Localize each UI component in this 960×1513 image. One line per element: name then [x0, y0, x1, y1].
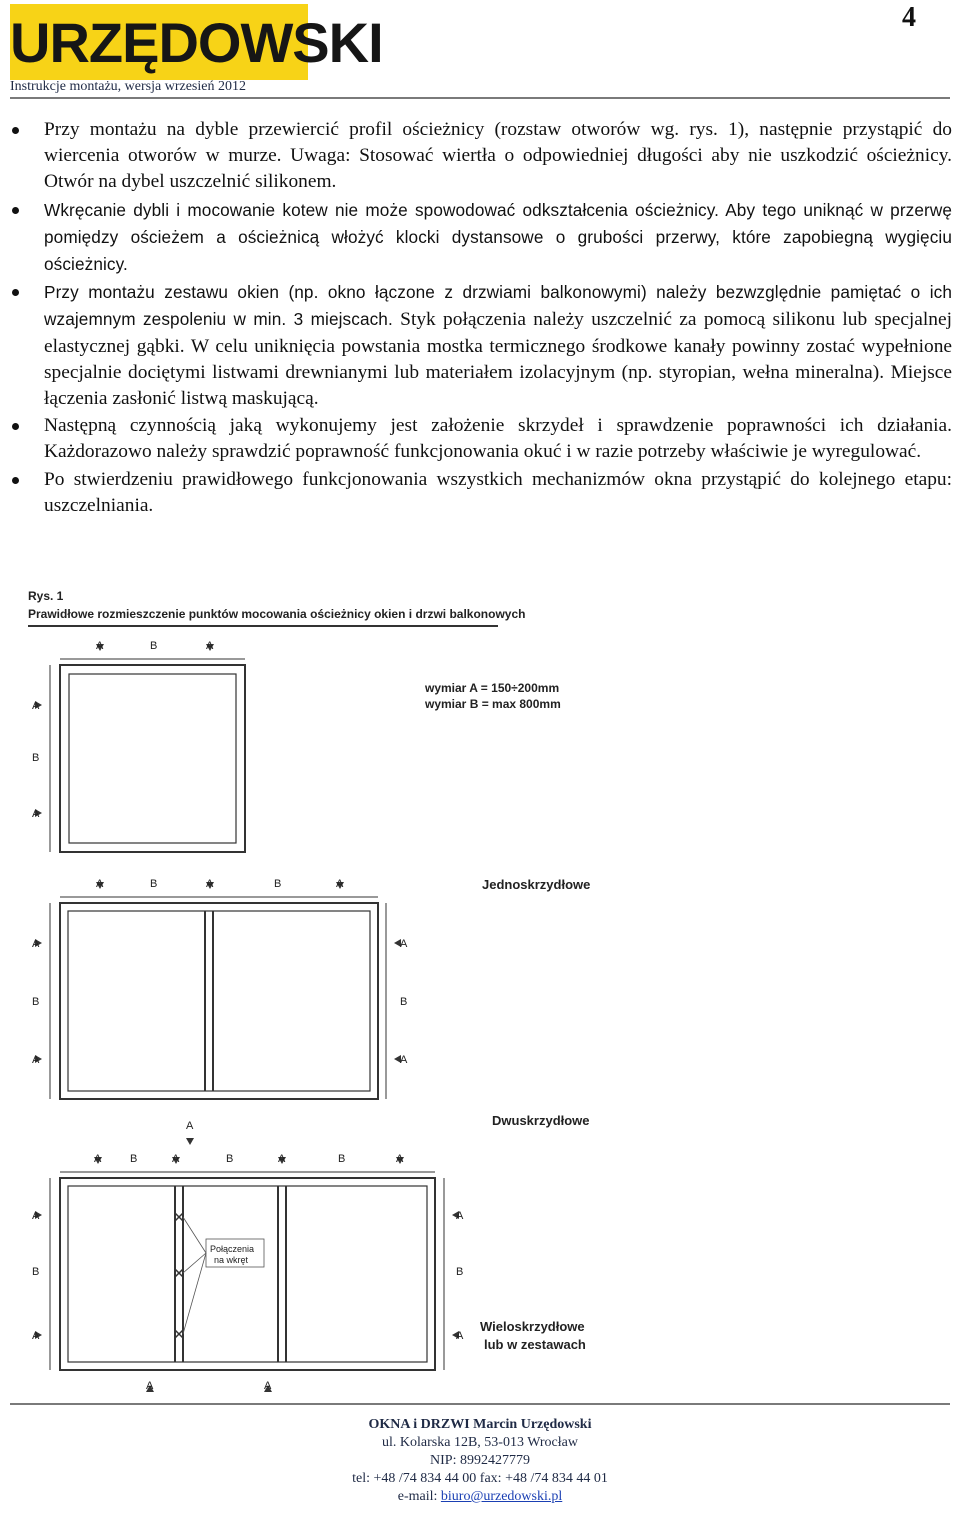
- company-logo: [10, 4, 383, 80]
- dim-letter-b: B: [150, 640, 158, 652]
- multi-sash-frame: [60, 1178, 435, 1370]
- dimension-b-note: wymiar B = max 800mm: [425, 697, 561, 711]
- dim-letter-a: A: [336, 878, 344, 890]
- joint-label-line1: Połączenia: [210, 1244, 255, 1254]
- footer-nip: NIP: 8992427779: [430, 1453, 530, 1468]
- bullet-icon: [12, 477, 19, 484]
- single-sash-inner: [69, 674, 236, 843]
- list-item: [10, 467, 952, 519]
- dim-letter-a: A: [396, 1153, 404, 1165]
- header-divider: [10, 97, 950, 99]
- window-frames-drawing: [20, 585, 600, 1395]
- dim-letter-a: A: [146, 1380, 154, 1392]
- footer-phone: tel: +48 /74 834 44 00 fax: +48 /74 834 44 01: [352, 1471, 608, 1486]
- dim-letter-b: B: [226, 1153, 234, 1165]
- dim-letter-b: B: [400, 996, 408, 1008]
- dim-letter-a: A: [32, 700, 40, 712]
- logo-text: URZĘDOWSKI: [10, 11, 383, 74]
- list-item-text: Przy montażu zestawu okien (np. okno łączone z drzwiami balkonowymi) należy bezwzględnie pamiętać o ich wzajemnym zespoleniu w min. 3 miejscach.: [44, 282, 952, 330]
- double-sash-label: Dwuskrzydłowe: [492, 1113, 590, 1128]
- dim-letter-b: B: [32, 1266, 40, 1278]
- dim-letter-a: A: [172, 1153, 180, 1165]
- footer: [0, 1416, 960, 1506]
- dim-letter-a: A: [400, 1054, 408, 1066]
- list-item: [10, 413, 952, 465]
- footer-email-label: e-mail:: [397, 1489, 441, 1504]
- list-item: [10, 117, 952, 196]
- bullet-icon: [12, 289, 19, 296]
- dim-letter-a: A: [278, 1153, 286, 1165]
- dim-letter-a: A: [206, 878, 214, 890]
- dim-letter-a: A: [32, 938, 40, 950]
- list-item: [10, 197, 952, 279]
- dim-letter-b: B: [32, 752, 40, 764]
- bullet-icon: [12, 423, 19, 430]
- dim-letter-a: A: [456, 1210, 464, 1222]
- dimension-a-note: wymiar A = 150÷200mm: [425, 681, 560, 695]
- dim-letter-a: A: [96, 640, 104, 652]
- footer-divider: [10, 1403, 950, 1405]
- bullet-icon: [12, 207, 19, 214]
- double-sash-frame: [60, 903, 378, 1099]
- list-item-text-continued: Styk połączenia należy uszczelnić za pomocą silikonu lub specjalnej elastycznej gąbki. W celu uniknięcia powstania mostka termicznego środkowe kanały powinny zostać wypełnione specjalnie dociętymi listwami drewnianymi lub materiałem izolacyjnym (np. styropian, wełna mineralna). Miejsce łączenia zasłonić listwą maskującą.: [44, 309, 952, 410]
- list-item-text: Przy montażu na dyble przewiercić profil ościeżnicy (rozstaw otworów wg. rys. 1), następnie przystąpić do wiercenia otworów w murze. Uwaga: Stosować wiertła o odpowiedniej długości aby nie uszkodzić ościeżnicy. Otwór na dybel uszczelnić silikonem.: [44, 119, 952, 193]
- dim-letter-a: A: [96, 878, 104, 890]
- dim-letter-a: A: [94, 1153, 102, 1165]
- bullet-icon: [12, 127, 19, 134]
- dim-letter-b: B: [150, 878, 158, 890]
- dim-letter-a: A: [400, 938, 408, 950]
- dim-letter-b: B: [130, 1153, 138, 1165]
- figure-label: Rys. 1: [28, 589, 64, 603]
- instruction-list: [10, 117, 952, 520]
- single-sash-label: Jednoskrzydłowe: [482, 877, 591, 892]
- dim-letter-a: A: [206, 640, 214, 652]
- dim-letter-a: A: [186, 1120, 194, 1132]
- dim-letter-a: A: [32, 1054, 40, 1066]
- document-subtitle: Instrukcje montażu, wersja wrzesień 2012: [10, 79, 246, 94]
- list-item-text: Po stwierdzeniu prawidłowego funkcjonowania wszystkich mechanizmów okna przystąpić do kolejnego etapu: uszczelniania.: [44, 468, 952, 516]
- mounting-diagram: [20, 585, 600, 1395]
- dim-letter-b: B: [338, 1153, 346, 1165]
- dim-letter-a: A: [456, 1330, 464, 1342]
- footer-company: OKNA i DRZWI Marcin Urzędowski: [368, 1417, 592, 1432]
- dim-letter-b: B: [32, 996, 40, 1008]
- list-item-text-continued: Aby tego uniknąć w przerwę pomiędzy ościeżem a ościeżnicą włożyć klocki dystansowe o grubości przerwy, które zapobiegną wygięciu ościeżnicy.: [44, 199, 952, 275]
- dim-letter-b: B: [456, 1266, 464, 1278]
- joint-label-line2: na wkręt: [214, 1255, 249, 1265]
- footer-email-line: [0, 1488, 960, 1506]
- dim-letter-a: A: [32, 1210, 40, 1222]
- multi-sash-label: Wieloskrzydłowe: [480, 1319, 585, 1334]
- list-item-text: Wkręcanie dybli i mocowanie kotew nie może spowodować odkształcenia ościeżnicy.: [44, 199, 720, 220]
- footer-address: ul. Kolarska 12B, 53-013 Wrocław: [382, 1435, 578, 1450]
- dim-letter-b: B: [274, 878, 282, 890]
- email-link[interactable]: biuro@urzedowski.pl: [440, 1489, 563, 1504]
- dim-letter-a: A: [32, 808, 40, 820]
- dim-letter-a: A: [264, 1380, 272, 1392]
- list-item-text: Następną czynnością jaką wykonujemy jest założenie skrzydeł i sprawdzenie poprawności ich działania. Każdorazowo należy sprawdzić poprawność funkcjonowania okuć i w razie potrzeby właściwie je wyregulować.: [44, 415, 952, 463]
- figure-caption: Prawidłowe rozmieszczenie punktów mocowania ościeżnicy okien i drzwi balkonowych: [28, 607, 526, 621]
- list-item: [10, 279, 952, 412]
- dim-letter-a: A: [32, 1330, 40, 1342]
- page-number: 4: [902, 2, 916, 33]
- multi-sash-sublabel: lub w zestawach: [484, 1337, 586, 1352]
- single-sash-frame: [60, 665, 245, 852]
